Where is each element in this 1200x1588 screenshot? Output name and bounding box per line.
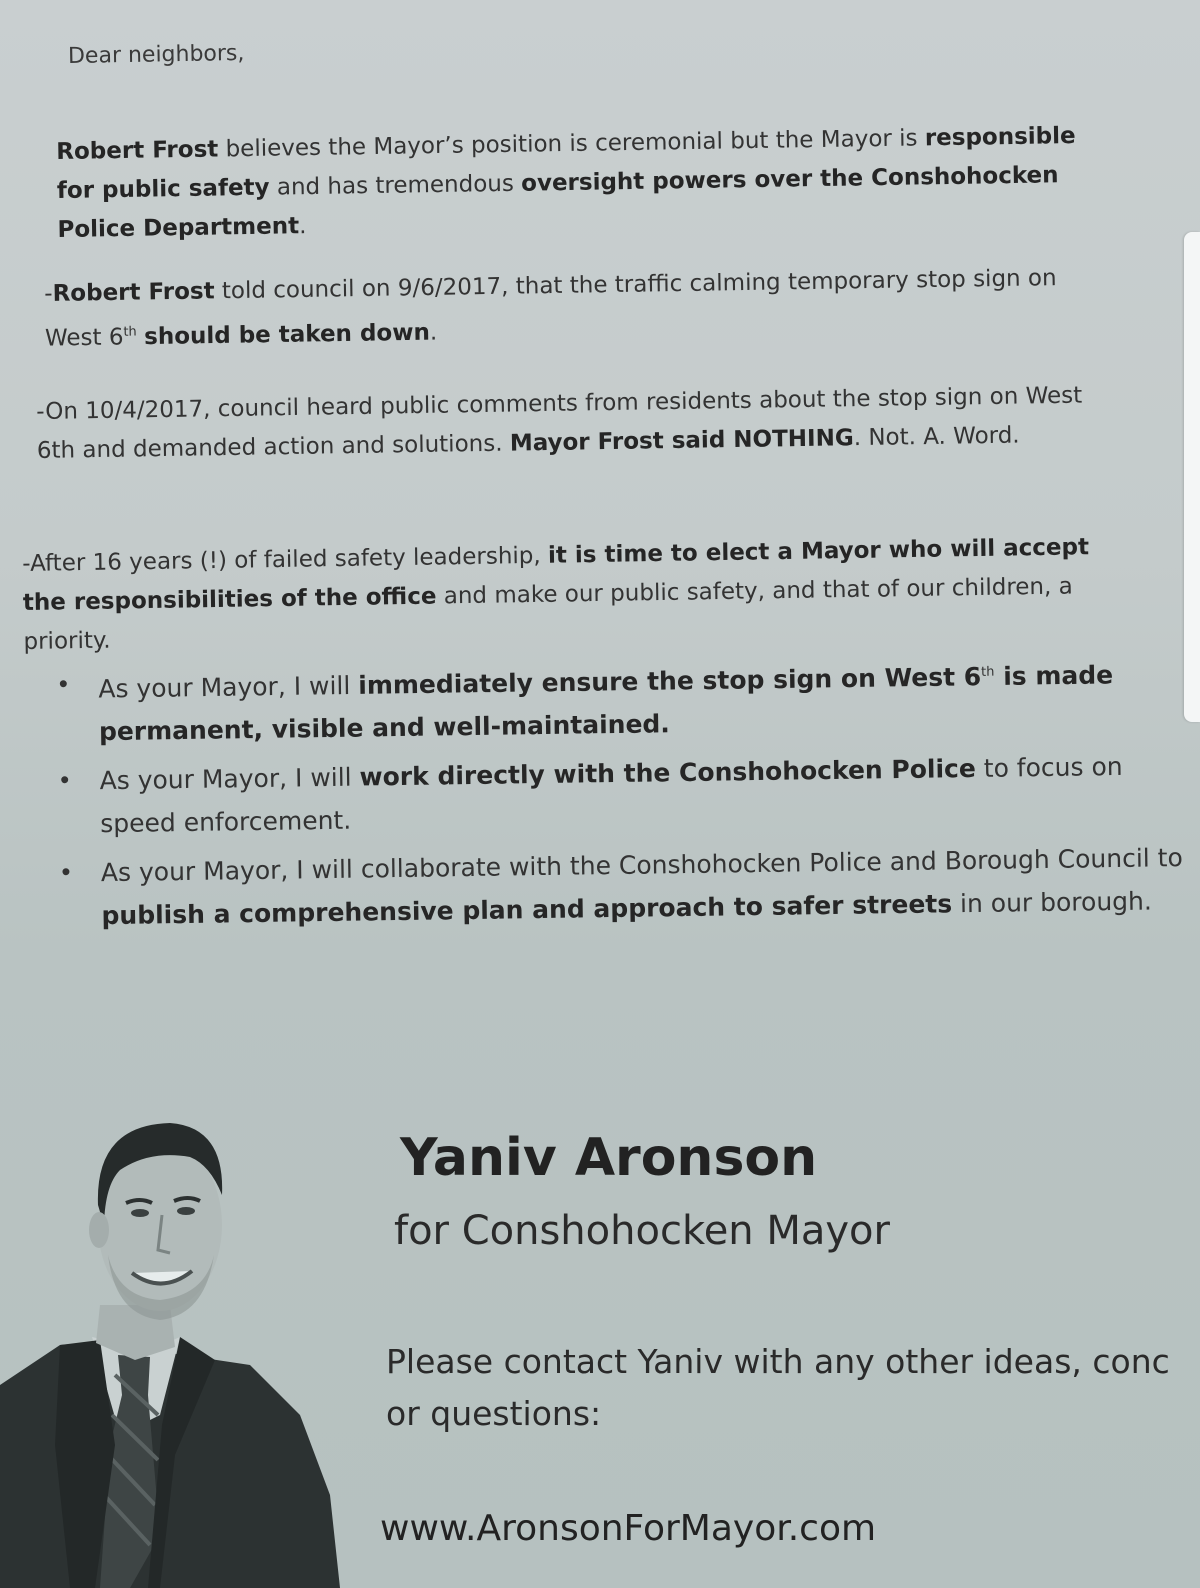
text: believes the Mayor’s position is ceremonial but the Mayor is xyxy=(218,125,926,163)
website-link: www.AronsonForMayor.com xyxy=(380,1508,877,1549)
bold-text: Robert Frost xyxy=(52,278,215,307)
text: - xyxy=(44,280,53,307)
text: and make our public safety, and that of our children, a priority. xyxy=(23,573,1073,655)
bold-text: Robert Frost xyxy=(56,136,219,165)
greeting: Dear neighbors, xyxy=(67,40,245,69)
bold-text: work directly with the Conshohocken Police xyxy=(359,754,977,792)
bold-text: it is time to elect a Mayor who will accept the responsibilities of the office xyxy=(22,534,1090,616)
pledge-list xyxy=(40,648,1194,944)
candidate-subtitle: for Conshohocken Mayor xyxy=(394,1208,890,1254)
text: -On 10/4/2017, council heard public comments from residents about the stop sign on West 6th and demanded action and solutions. xyxy=(36,382,1083,464)
contact-text xyxy=(386,1336,1200,1440)
text: . Not. A. Word. xyxy=(853,422,1020,452)
bold-text: oversight powers over the Conshohocken Police Department xyxy=(57,162,1059,243)
text: As your Mayor, I will xyxy=(99,762,360,796)
candidate-photo xyxy=(0,1115,340,1588)
paragraph-ceremonial-claim xyxy=(56,117,1098,250)
bold-text: responsible for public safety xyxy=(56,122,1076,204)
superscript: th xyxy=(123,324,137,340)
text: to focus on speed enforcement. xyxy=(100,752,1123,839)
text: . xyxy=(298,213,307,240)
bold-text: publish a comprehensive plan and approach to safer streets xyxy=(101,889,953,931)
superscript: th xyxy=(981,664,995,680)
bold-text: Mayor Frost said NOTHING xyxy=(509,425,854,457)
screen-edge-tab xyxy=(1184,232,1200,722)
bold-text: should be taken down xyxy=(143,319,431,351)
candidate-name: Yaniv Aronson xyxy=(400,1128,818,1188)
paragraph-stop-sign-removal xyxy=(44,258,1105,358)
text: in our borough. xyxy=(951,886,1153,919)
text: and has tremendous xyxy=(269,170,522,201)
bold-text: is made permanent, visible and well-maintained. xyxy=(98,660,1114,747)
text: told council on 9/6/2017, that the traffic calming temporary stop sign on West 6 xyxy=(44,265,1057,352)
contact-line: or questions: xyxy=(386,1394,602,1433)
list-item xyxy=(40,648,1191,754)
text: As your Mayor, I will collaborate with the Conshohocken Police and Borough Council to xyxy=(100,843,1184,888)
text: -After 16 years (!) of failed safety leadership, xyxy=(22,542,549,577)
paragraph-failed-leadership xyxy=(22,528,1134,662)
paragraph-council-meeting xyxy=(36,376,1097,471)
list-item xyxy=(43,836,1194,938)
list-item xyxy=(41,744,1192,846)
bold-text: immediately ensure the stop sign on West 6 xyxy=(358,662,982,700)
text: As your Mayor, I will xyxy=(98,670,359,704)
text: . xyxy=(429,319,438,346)
contact-line: Please contact Yaniv with any other ideas, conc xyxy=(386,1342,1170,1381)
